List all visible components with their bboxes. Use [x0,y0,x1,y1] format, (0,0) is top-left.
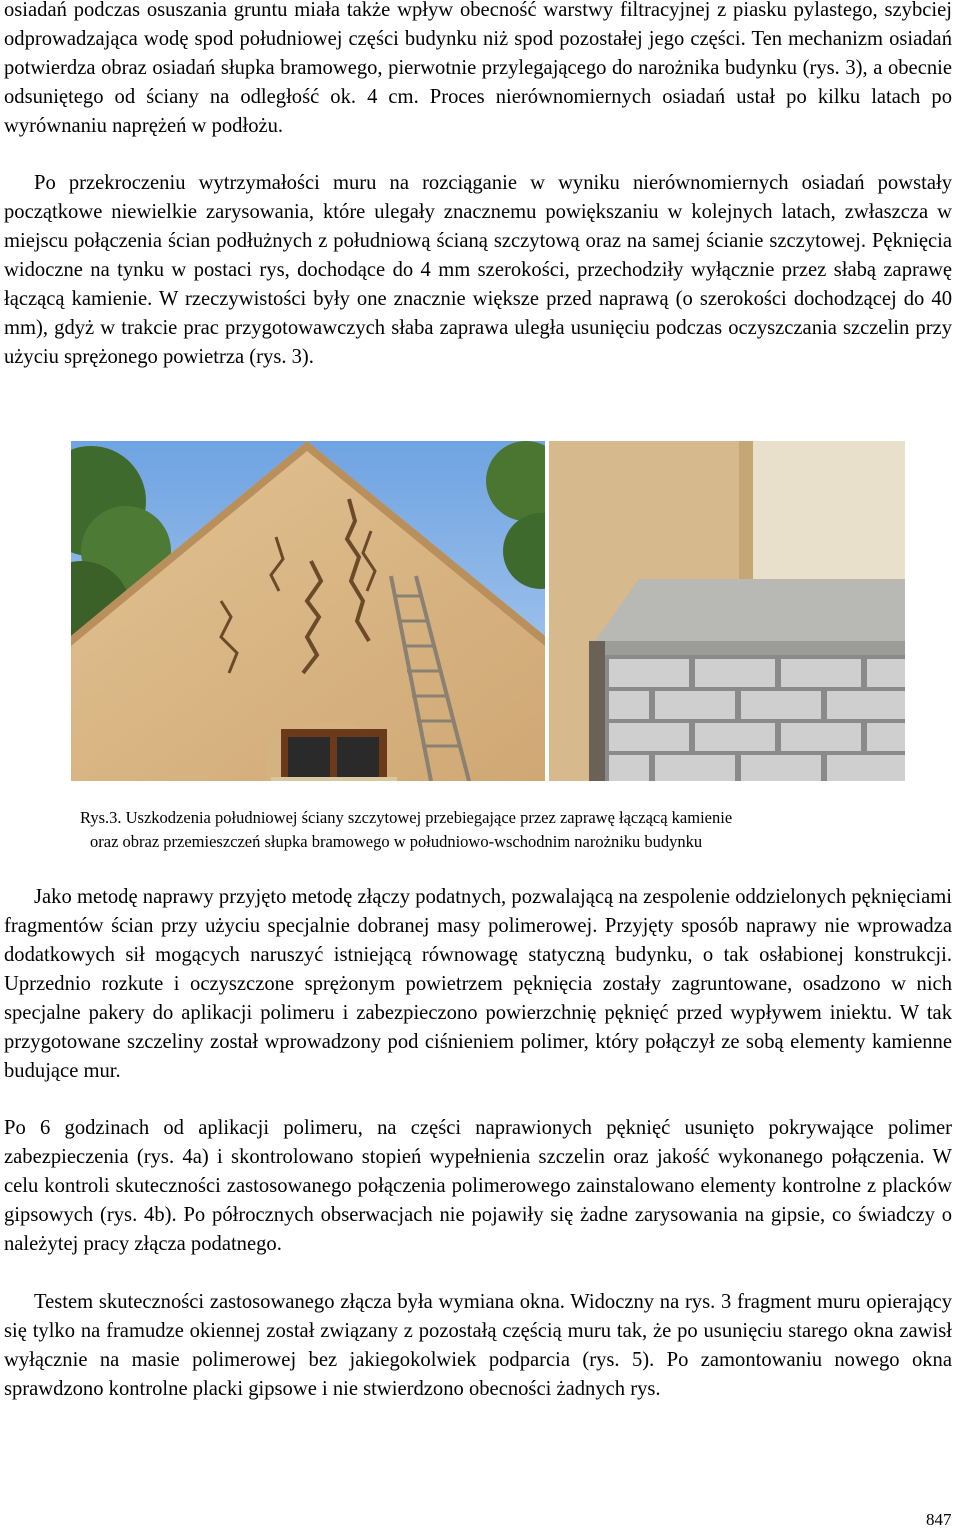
paragraph-1: osiadań podczas osuszania gruntu miała także wpływ obecność warstwy filtracyjnej z piasku pylastego, szybciej odprowadzająca wodę spod południowej części budynku niż spod pozostałej jego części. Ten mechanizm osiadań potwierdza obraz osiadań słupka bramowego, pierwotnie przylegającego do narożnika budynku (rys. 3), a obecnie odsuniętego od ściany na odległość ok. 4 cm. Proces nierównomiernych osiadań ustał po kilku latach po wyrównaniu naprężeń w podłożu. [4,0,952,137]
figure-caption-line-2: oraz obraz przemieszczeń słupka bramowego w południowo-wschodnim narożniku budynku [90,832,703,851]
gable-wall-photo [71,441,545,781]
gate-pillar-photo [549,441,905,781]
paragraph-4: Po 6 godzinach od aplikacji polimeru, na części naprawionych pęknięć usunięto pokrywające polimer zabezpieczenia (rys. 4a) i skontrolowano stopień wypełnienia szczelin oraz jakość wykonanego połączenia. W celu kontroli skuteczności zastosowanego połączenia polimerowego zainstalowano elementy kontrolne z placków gipsowych (rys. 4b). Po półrocznych obserwacjach nie pojawiły się żadne zarysowania na gipsie, co świadczy o należytej pracy złącza podatnego. [4,1117,952,1255]
paragraph-5: Testem skuteczności zastosowanego złącza była wymiana okna. Widoczny na rys. 3 fragment muru opierający się tylko na framudze okiennej został związany z pozostałą częścią muru tak, że po usunięciu starego okna zawisł wyłącznie na masie polimerowej bez jakiegokolwiek podparcia (rys. 5). Po zamontowaniu nowego okna sprawdzono kontrolne placki gipsowe i nie stwierdzono obecności żadnych rys. [4,1291,952,1400]
page-number: 847 [926,1510,952,1529]
paragraph-3: Jako metodę naprawy przyjęto metodę złączy podatnych, pozwalającą na zespolenie oddzielonych pęknięciami fragmentów ścian przy użyciu specjalnie dobranej masy polimerowej. Przyjęty sposób naprawy nie wprowadza dodatkowych sił mogących naruszyć istniejącą równowagę statyczną budynku, o tak osłabionej konstrukcji. Uprzednio rozkute i oczyszczone sprężonym powietrzem pęknięcia zostały zagruntowane, osadzono w nich specjalne pakery do aplikacji polimeru i zabezpieczono powierzchnię pęknięć przed wypływem iniektu. W tak przygotowane szczeliny został wprowadzony pod ciśnieniem polimer, który połączył ze sobą elementy kamienne budujące mur. [4,886,952,1082]
paragraph-5-wrapper [4,1288,952,1404]
gate-pillar-illustration [549,441,905,781]
figure-caption-line-1: Rys.3. Uszkodzenia południowej ściany szczytowej przebiegające przez zaprawę łączącą kamienie [80,808,733,827]
gable-wall-illustration [71,441,545,781]
paragraph-2: Po przekroczeniu wytrzymałości muru na rozciąganie w wyniku nierównomiernych osiadań powstały początkowe niewielkie zarysowania, które ulegały znacznemu powiększaniu w kolejnych latach, zwłaszcza w miejscu połączenia ścian podłużnych z południową ścianą szczytową oraz na samej ścianie szczytowej. Pęknięcia widoczne na tynku w postaci rys, dochodące do 4 mm szerokości, przechodziły wyłącznie przez słabą zaprawę łączącą kamienie. W rzeczywistości były one znacznie większe przed naprawą (o szerokości dochodzącej do 40 mm), gdyż w trakcie prac przygotowawczych słaba zaprawa uległa usunięciu podczas oczyszczania szczelin przy użyciu sprężonego powietrza (rys. 3). [4,172,952,368]
figure-3 [4,441,952,786]
